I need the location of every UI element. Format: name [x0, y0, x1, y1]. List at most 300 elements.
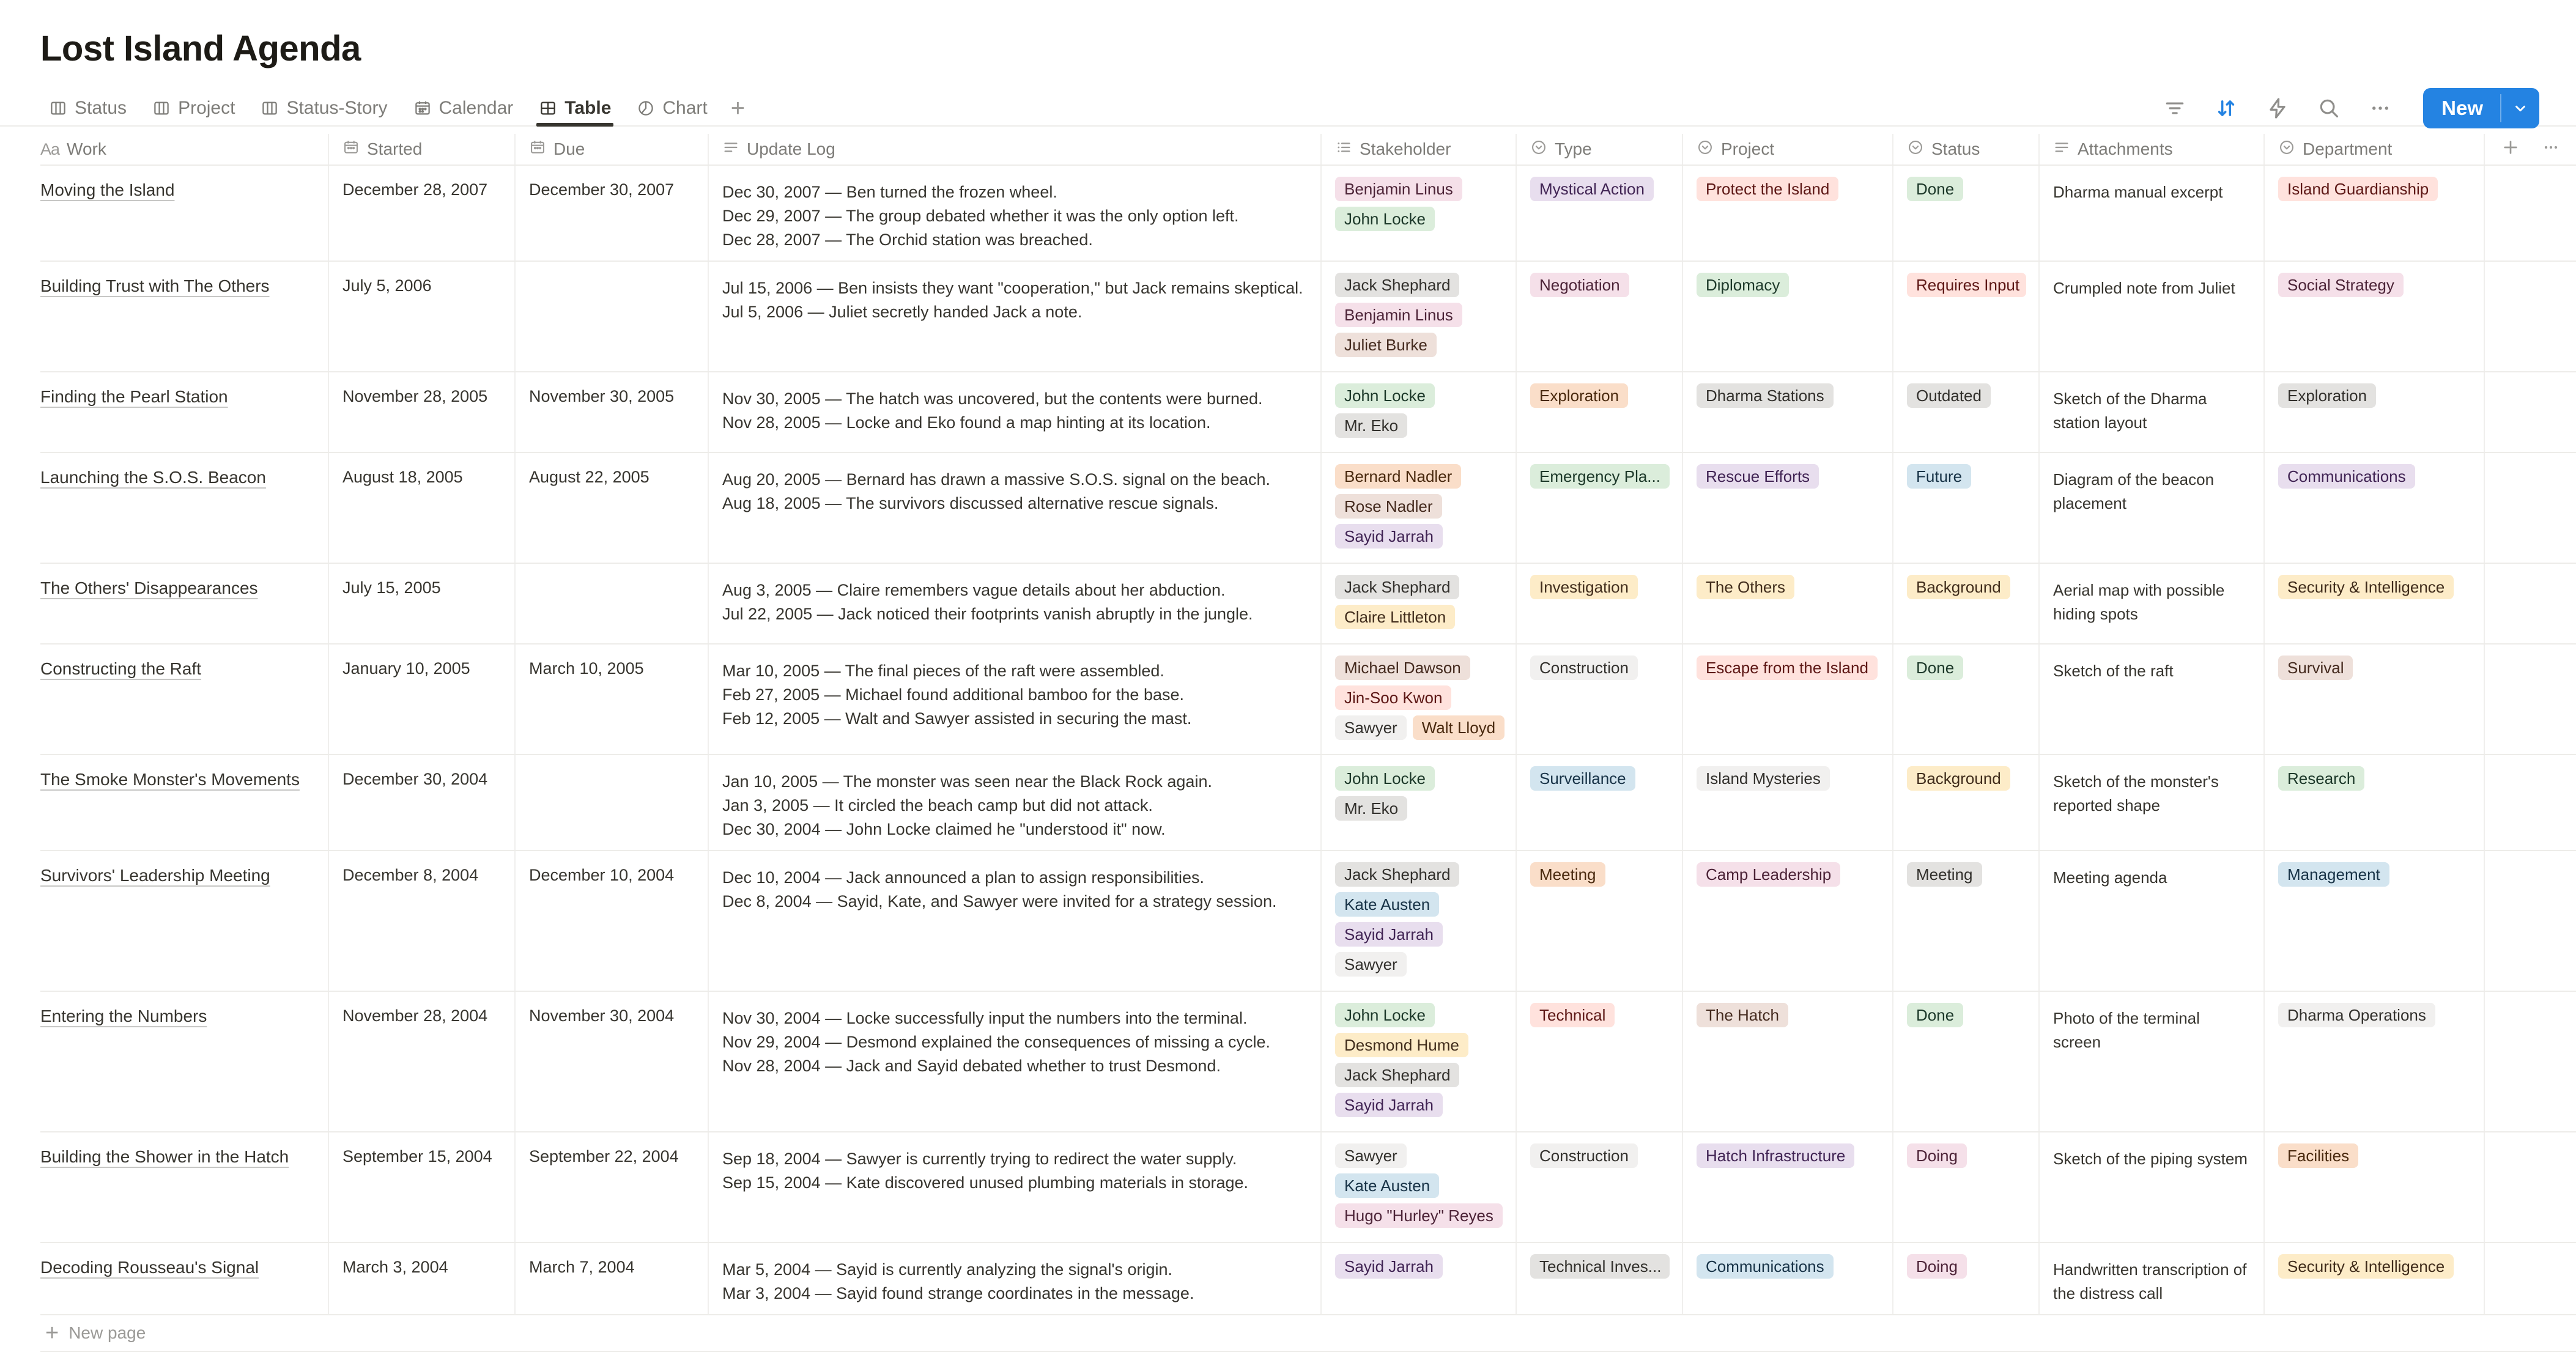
stakeholder-cell[interactable]	[1322, 851, 1517, 991]
status-chip: Doing	[1907, 1143, 1967, 1168]
type-cell[interactable]	[1517, 851, 1683, 991]
due-cell[interactable]	[516, 1132, 709, 1242]
project-cell[interactable]	[1683, 262, 1893, 371]
notion-database-page	[0, 28, 2576, 1346]
update-log-entry: Dec 30, 2004 — John Locke claimed he "understood it" now.	[722, 820, 1166, 838]
started-cell[interactable]	[329, 992, 516, 1131]
department-chip: Dharma Operations	[2278, 1003, 2435, 1027]
status-cell[interactable]	[1893, 851, 2040, 991]
due-date: August 22, 2005	[529, 468, 650, 486]
update-log-entry: Mar 5, 2004 — Sayid is currently analyzing the signal's origin.	[722, 1260, 1173, 1279]
row-end-cell	[2485, 564, 2576, 643]
search-icon[interactable]	[2315, 95, 2342, 122]
department-chip: Social Strategy	[2278, 273, 2404, 297]
work-cell[interactable]	[40, 992, 329, 1131]
type-cell[interactable]	[1517, 166, 1683, 260]
new-button[interactable]	[2423, 88, 2539, 128]
stakeholder-chip: Sawyer	[1335, 1143, 1407, 1168]
stakeholder-chip: Sawyer	[1335, 715, 1407, 740]
attachments-cell[interactable]	[2040, 564, 2265, 643]
stakeholder-chip-line	[1335, 952, 1503, 977]
type-cell[interactable]	[1517, 372, 1683, 452]
update-log-entry: Nov 30, 2004 — Locke successfully input the numbers into the terminal.	[722, 1009, 1248, 1027]
column-header-stakeholder[interactable]: Stakeholder	[1322, 134, 1517, 164]
type-cell[interactable]	[1517, 755, 1683, 850]
stakeholder-cell[interactable]	[1322, 755, 1517, 850]
project-cell[interactable]	[1683, 755, 1893, 850]
started-date: November 28, 2004	[342, 1007, 488, 1025]
view-tabs	[40, 91, 751, 125]
table-row	[40, 755, 2576, 851]
more-icon[interactable]	[2367, 95, 2394, 122]
page-link[interactable]: The Others' Disappearances	[40, 578, 258, 597]
stakeholder-chip: Michael Dawson	[1335, 656, 1470, 680]
stakeholder-chip: Sayid Jarrah	[1335, 1093, 1443, 1117]
project-cell[interactable]	[1683, 453, 1893, 563]
stakeholder-chip-line	[1335, 464, 1503, 489]
work-cell[interactable]	[40, 645, 329, 754]
tab-label: Project	[178, 98, 235, 118]
new-button-label[interactable]: New	[2441, 97, 2483, 119]
automation-icon[interactable]	[2264, 95, 2291, 122]
update-log-entry: Aug 18, 2005 — The survivors discussed alternative rescue signals.	[722, 494, 1219, 512]
status-cell[interactable]	[1893, 372, 2040, 452]
stakeholder-chip-line	[1335, 796, 1503, 821]
update-log-cell[interactable]	[709, 262, 1322, 371]
update-log-entry: Aug 20, 2005 — Bernard has drawn a massive S.O.S. signal on the beach.	[722, 470, 1271, 489]
update-log-entry: Dec 10, 2004 — Jack announced a plan to assign responsibilities.	[722, 868, 1204, 887]
status-chip: Done	[1907, 177, 1963, 201]
date-icon	[342, 139, 360, 160]
department-cell[interactable]	[2265, 372, 2485, 452]
project-cell[interactable]	[1683, 564, 1893, 643]
type-chip: Mystical Action	[1530, 177, 1654, 201]
type-chip: Meeting	[1530, 862, 1605, 887]
stakeholder-chip: Walt Lloyd	[1413, 715, 1505, 740]
stakeholder-chip: Hugo "Hurley" Reyes	[1335, 1203, 1503, 1228]
tab-status[interactable]	[40, 91, 135, 125]
tab-status-story[interactable]	[252, 91, 396, 125]
project-chip: Protect the Island	[1697, 177, 1838, 201]
department-chip: Island Guardianship	[2278, 177, 2438, 201]
tab-label: Status-Story	[286, 98, 388, 118]
work-cell[interactable]	[40, 166, 329, 260]
stakeholder-cell[interactable]	[1322, 992, 1517, 1131]
column-header-attachments[interactable]: Attachments	[2040, 134, 2265, 164]
project-cell[interactable]	[1683, 1132, 1893, 1242]
project-cell[interactable]	[1683, 372, 1893, 452]
page-link[interactable]: Constructing the Raft	[40, 659, 202, 678]
type-chip: Emergency Pla...	[1530, 464, 1670, 489]
project-chip: Dharma Stations	[1697, 383, 1834, 408]
stakeholder-chip: John Locke	[1335, 766, 1435, 791]
department-cell[interactable]	[2265, 992, 2485, 1131]
table-icon	[539, 99, 557, 117]
update-log-entry: Dec 30, 2007 — Ben turned the frozen wheel.	[722, 183, 1057, 201]
page-link[interactable]: The Smoke Monster's Movements	[40, 770, 300, 789]
department-chip: Research	[2278, 766, 2364, 791]
add-view-button[interactable]: +	[730, 95, 746, 122]
attachment-text: Sketch of the raft	[2053, 662, 2174, 680]
status-chip: Doing	[1907, 1254, 1967, 1279]
type-chip: Construction	[1530, 656, 1638, 680]
attachment-text: Meeting agenda	[2053, 868, 2167, 887]
stakeholder-chip: Kate Austen	[1335, 892, 1439, 917]
tab-label: Calendar	[439, 98, 514, 118]
department-chip: Exploration	[2278, 383, 2376, 408]
tab-table[interactable]	[530, 91, 620, 125]
row-end-cell	[2485, 992, 2576, 1131]
stakeholder-chip-line	[1335, 1254, 1503, 1279]
stakeholder-chip-line	[1335, 685, 1503, 710]
started-cell[interactable]	[329, 372, 516, 452]
work-cell[interactable]	[40, 851, 329, 991]
started-cell[interactable]	[329, 453, 516, 563]
due-date: December 30, 2007	[529, 180, 675, 199]
due-cell[interactable]	[516, 564, 709, 643]
started-date: November 28, 2005	[342, 387, 488, 405]
department-cell[interactable]	[2265, 564, 2485, 643]
stakeholder-cell[interactable]	[1322, 372, 1517, 452]
database-table	[40, 134, 2576, 1352]
stakeholder-chip: John Locke	[1335, 383, 1435, 408]
page-link[interactable]: Moving the Island	[40, 180, 175, 199]
column-header-update-log[interactable]: Update Log	[709, 134, 1322, 164]
column-header-started[interactable]: Started	[329, 134, 516, 164]
stakeholder-chip: Benjamin Linus	[1335, 177, 1462, 201]
attachment-text: Sketch of the piping system	[2053, 1150, 2248, 1168]
stakeholder-chip: Benjamin Linus	[1335, 303, 1462, 327]
type-chip: Investigation	[1530, 575, 1638, 599]
type-cell[interactable]	[1517, 992, 1683, 1131]
department-chip: Communications	[2278, 464, 2415, 489]
stakeholder-cell[interactable]	[1322, 262, 1517, 371]
started-date: September 15, 2004	[342, 1147, 492, 1165]
update-log-entry: Nov 29, 2004 — Desmond explained the consequences of missing a cycle.	[722, 1033, 1271, 1051]
type-cell[interactable]	[1517, 564, 1683, 643]
work-cell[interactable]	[40, 453, 329, 563]
attachments-cell[interactable]	[2040, 1132, 2265, 1242]
attachments-cell[interactable]	[2040, 166, 2265, 260]
stakeholder-chip-line	[1335, 1173, 1503, 1198]
stakeholder-chip-line	[1335, 207, 1503, 231]
started-date: December 8, 2004	[342, 866, 479, 884]
person-list-icon	[1335, 139, 1352, 160]
stakeholder-chip-line	[1335, 413, 1503, 438]
stakeholder-chip-line	[1335, 333, 1503, 357]
text-lines-icon	[2053, 139, 2070, 160]
due-cell[interactable]	[516, 1243, 709, 1314]
stakeholder-chip: Jack Shephard	[1335, 273, 1459, 297]
update-log-entry: Nov 30, 2005 — The hatch was uncovered, but the contents were burned.	[722, 390, 1263, 408]
type-cell[interactable]	[1517, 453, 1683, 563]
due-cell[interactable]	[516, 166, 709, 260]
attachments-cell[interactable]	[2040, 453, 2265, 563]
stakeholder-chip-line	[1335, 892, 1503, 917]
started-cell[interactable]	[329, 755, 516, 850]
project-cell[interactable]	[1683, 645, 1893, 754]
project-chip: Escape from the Island	[1697, 656, 1878, 680]
page-link[interactable]: Finding the Pearl Station	[40, 387, 228, 406]
stakeholder-cell[interactable]	[1322, 453, 1517, 563]
stakeholder-chip: Sayid Jarrah	[1335, 922, 1443, 947]
view-controls	[2161, 88, 2539, 128]
update-log-cell[interactable]	[709, 1132, 1322, 1242]
type-chip: Technical Inves...	[1530, 1254, 1670, 1279]
status-chip: Future	[1907, 464, 1971, 489]
status-chip: Done	[1907, 656, 1963, 680]
started-date: March 3, 2004	[342, 1258, 448, 1276]
page-link[interactable]: Building the Shower in the Hatch	[40, 1147, 289, 1166]
type-cell[interactable]	[1517, 262, 1683, 371]
started-date: December 28, 2007	[342, 180, 488, 199]
tab-project[interactable]	[144, 91, 243, 125]
update-log-cell[interactable]	[709, 851, 1322, 991]
due-cell[interactable]	[516, 992, 709, 1131]
page-link[interactable]: Survivors' Leadership Meeting	[40, 866, 270, 885]
row-end-cell	[2485, 1243, 2576, 1314]
started-cell[interactable]	[329, 645, 516, 754]
status-cell[interactable]	[1893, 1243, 2040, 1314]
status-chip: Done	[1907, 1003, 1963, 1027]
stakeholder-chip: Jin-Soo Kwon	[1335, 685, 1451, 710]
status-cell[interactable]	[1893, 992, 2040, 1131]
project-chip: Camp Leadership	[1697, 862, 1840, 887]
started-date: December 30, 2004	[342, 770, 488, 788]
department-chip: Survival	[2278, 656, 2353, 680]
board-icon	[152, 99, 171, 117]
chart-icon	[637, 99, 655, 117]
status-chip: Meeting	[1907, 862, 1982, 887]
status-cell[interactable]	[1893, 564, 2040, 643]
type-chip: Negotiation	[1530, 273, 1629, 297]
work-cell[interactable]	[40, 1243, 329, 1314]
status-cell[interactable]	[1893, 645, 2040, 754]
update-log-entry: Jul 5, 2006 — Juliet secretly handed Jack a note.	[722, 303, 1083, 321]
new-page-row[interactable]	[40, 1315, 2576, 1352]
tab-chart[interactable]	[628, 91, 716, 125]
due-date: September 22, 2004	[529, 1147, 679, 1165]
row-end-cell	[2485, 851, 2576, 991]
column-header-type[interactable]: Type	[1517, 134, 1683, 164]
department-cell[interactable]	[2265, 453, 2485, 563]
started-cell[interactable]	[329, 166, 516, 260]
stakeholder-chip-line	[1335, 575, 1503, 599]
stakeholder-chip-line	[1335, 273, 1503, 297]
tab-label: Table	[564, 98, 612, 118]
work-cell[interactable]	[40, 372, 329, 452]
row-end-cell	[2485, 453, 2576, 563]
department-cell[interactable]	[2265, 755, 2485, 850]
department-cell[interactable]	[2265, 1243, 2485, 1314]
table-row	[40, 564, 2576, 645]
work-cell[interactable]	[40, 755, 329, 850]
department-cell[interactable]	[2265, 262, 2485, 371]
table-header-end	[2485, 134, 2576, 164]
table-row	[40, 372, 2576, 453]
attachment-text: Handwritten transcription of the distress call	[2053, 1260, 2247, 1302]
due-cell[interactable]	[516, 851, 709, 991]
stakeholder-chip-line	[1335, 1003, 1503, 1027]
stakeholder-chip-line	[1335, 1093, 1503, 1117]
due-cell[interactable]	[516, 372, 709, 452]
update-log-cell[interactable]	[709, 645, 1322, 754]
row-end-cell	[2485, 262, 2576, 371]
attachments-cell[interactable]	[2040, 992, 2265, 1131]
column-header-project[interactable]: Project	[1683, 134, 1893, 164]
status-chip: Requires Input	[1907, 273, 2026, 297]
chevron-down-icon[interactable]	[2501, 88, 2539, 128]
table-row	[40, 262, 2576, 372]
text-lines-icon	[722, 139, 739, 160]
project-chip: Communications	[1697, 1254, 1834, 1279]
update-log-entry: Dec 29, 2007 — The group debated whether it was the only option left.	[722, 207, 1239, 225]
stakeholder-chip: Bernard Nadler	[1335, 464, 1461, 489]
stakeholder-chip: Rose Nadler	[1335, 494, 1442, 519]
calendar-icon	[413, 99, 432, 117]
department-cell[interactable]	[2265, 851, 2485, 991]
table-row	[40, 992, 2576, 1132]
attachments-cell[interactable]	[2040, 1243, 2265, 1314]
work-cell[interactable]	[40, 1132, 329, 1242]
select-icon	[2278, 139, 2295, 160]
column-header-due[interactable]: Due	[516, 134, 709, 164]
status-cell[interactable]	[1893, 1132, 2040, 1242]
due-cell[interactable]	[516, 755, 709, 850]
started-cell[interactable]	[329, 262, 516, 371]
department-chip: Facilities	[2278, 1143, 2358, 1168]
new-page-label: New page	[68, 1323, 146, 1342]
work-cell[interactable]	[40, 262, 329, 371]
stakeholder-chip: Sayid Jarrah	[1335, 1254, 1443, 1279]
work-cell[interactable]	[40, 564, 329, 643]
update-log-cell[interactable]	[709, 453, 1322, 563]
select-icon	[1697, 139, 1714, 160]
update-log-entry: Jul 15, 2006 — Ben insists they want "cooperation," but Jack remains skeptical.	[722, 279, 1303, 297]
attachments-cell[interactable]	[2040, 755, 2265, 850]
filter-icon[interactable]	[2161, 95, 2188, 122]
stakeholder-cell[interactable]	[1322, 166, 1517, 260]
stakeholder-chip: Claire Littleton	[1335, 605, 1455, 629]
type-cell[interactable]	[1517, 1243, 1683, 1314]
attachments-cell[interactable]	[2040, 372, 2265, 452]
stakeholder-chip-line	[1335, 383, 1503, 408]
started-cell[interactable]	[329, 1132, 516, 1242]
started-cell[interactable]	[329, 1243, 516, 1314]
sort-icon[interactable]	[2213, 95, 2240, 122]
update-log-cell[interactable]	[709, 166, 1322, 260]
stakeholder-chip-line	[1335, 177, 1503, 201]
update-log-cell[interactable]	[709, 992, 1322, 1131]
update-log-cell[interactable]	[709, 755, 1322, 850]
project-cell[interactable]	[1683, 851, 1893, 991]
plus-icon: +	[45, 1320, 59, 1346]
type-chip: Exploration	[1530, 383, 1628, 408]
type-cell[interactable]	[1517, 645, 1683, 754]
attachments-cell[interactable]	[2040, 262, 2265, 371]
started-cell[interactable]	[329, 564, 516, 643]
department-cell[interactable]	[2265, 645, 2485, 754]
page-link[interactable]: Entering the Numbers	[40, 1007, 207, 1025]
stakeholder-cell[interactable]	[1322, 1243, 1517, 1314]
due-cell[interactable]	[516, 453, 709, 563]
department-cell[interactable]	[2265, 166, 2485, 260]
column-header-work[interactable]: Aa Work	[40, 134, 329, 164]
update-log-entry: Dec 28, 2007 — The Orchid station was breached.	[722, 231, 1093, 249]
started-date: July 5, 2006	[342, 276, 432, 295]
due-cell[interactable]	[516, 262, 709, 371]
type-cell[interactable]	[1517, 1132, 1683, 1242]
stakeholder-chip-line	[1335, 715, 1503, 740]
update-log-entry: Jan 10, 2005 — The monster was seen near the Black Rock again.	[722, 772, 1212, 791]
stakeholder-chip-line	[1335, 494, 1503, 519]
column-header-department[interactable]: Department	[2265, 134, 2485, 164]
status-cell[interactable]	[1893, 166, 2040, 260]
attachment-text: Crumpled note from Juliet	[2053, 279, 2235, 297]
table-row	[40, 166, 2576, 262]
attachment-text: Diagram of the beacon placement	[2053, 470, 2215, 512]
status-cell[interactable]	[1893, 755, 2040, 850]
stakeholder-cell[interactable]	[1322, 564, 1517, 643]
status-cell[interactable]	[1893, 262, 2040, 371]
attachments-cell[interactable]	[2040, 645, 2265, 754]
table-more-icon[interactable]	[2541, 138, 2561, 161]
department-cell[interactable]	[2265, 1132, 2485, 1242]
board-icon	[261, 99, 279, 117]
page-link[interactable]: Launching the S.O.S. Beacon	[40, 468, 266, 487]
type-chip: Technical	[1530, 1003, 1615, 1027]
update-log-entry: Feb 27, 2005 — Michael found additional bamboo for the base.	[722, 685, 1184, 704]
row-end-cell	[2485, 1132, 2576, 1242]
stakeholder-chip: Jack Shephard	[1335, 862, 1459, 887]
stakeholder-chip: Jack Shephard	[1335, 1063, 1459, 1087]
select-icon	[1530, 139, 1547, 160]
update-log-entry: Nov 28, 2004 — Jack and Sayid debated whether to trust Desmond.	[722, 1057, 1221, 1075]
status-cell[interactable]	[1893, 453, 2040, 563]
due-cell[interactable]	[516, 645, 709, 754]
stakeholder-chip: Kate Austen	[1335, 1173, 1439, 1198]
page-link[interactable]: Decoding Rousseau's Signal	[40, 1258, 259, 1277]
stakeholder-cell[interactable]	[1322, 1132, 1517, 1242]
stakeholder-chip-line	[1335, 1063, 1503, 1087]
stakeholder-chip: Mr. Eko	[1335, 796, 1407, 821]
page-link[interactable]: Building Trust with The Others	[40, 276, 270, 295]
attachments-cell[interactable]	[2040, 851, 2265, 991]
column-header-status[interactable]: Status	[1893, 134, 2040, 164]
tab-calendar[interactable]	[405, 91, 522, 125]
update-log-cell[interactable]	[709, 564, 1322, 643]
update-log-cell[interactable]	[709, 1243, 1322, 1314]
project-cell[interactable]	[1683, 166, 1893, 260]
project-cell[interactable]	[1683, 1243, 1893, 1314]
update-log-cell[interactable]	[709, 372, 1322, 452]
project-cell[interactable]	[1683, 992, 1893, 1131]
select-icon	[1907, 139, 1924, 160]
page-title: Lost Island Agenda	[40, 29, 361, 68]
status-chip: Background	[1907, 575, 2010, 599]
status-chip: Background	[1907, 766, 2010, 791]
update-log-entry: Dec 8, 2004 — Sayid, Kate, and Sawyer were invited for a strategy session.	[722, 892, 1277, 911]
project-chip: Island Mysteries	[1697, 766, 1830, 791]
started-cell[interactable]	[329, 851, 516, 991]
row-end-cell	[2485, 755, 2576, 850]
due-date: November 30, 2004	[529, 1007, 675, 1025]
stakeholder-cell[interactable]	[1322, 645, 1517, 754]
add-column-icon[interactable]	[2501, 138, 2520, 161]
stakeholder-chip: Juliet Burke	[1335, 333, 1437, 357]
update-log-entry: Jul 22, 2005 — Jack noticed their footprints vanish abruptly in the jungle.	[722, 605, 1253, 623]
stakeholder-chip-line	[1335, 1203, 1503, 1228]
